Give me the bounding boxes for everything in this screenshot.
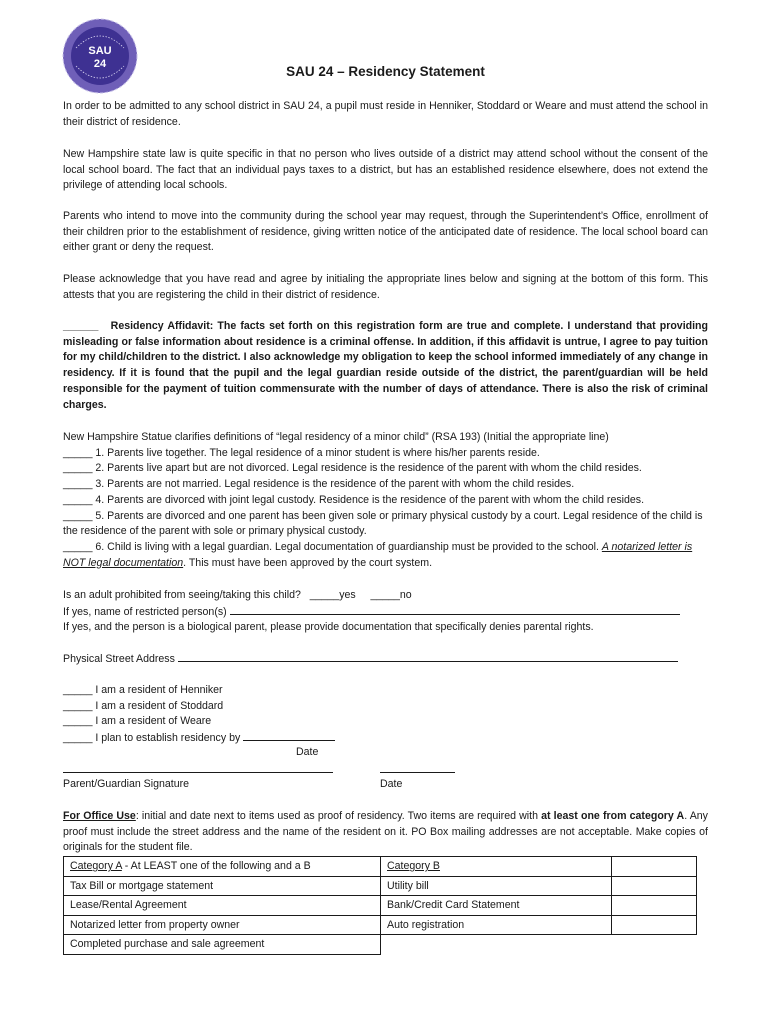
- statute-item-2[interactable]: _____ 2. Parents live apart but are not divorced. Legal residence is the residence of the parent with whom the child resides.: [63, 462, 642, 475]
- statute-item-6[interactable]: [63, 540, 708, 571]
- resident-weare[interactable]: _____ I am a resident of Weare: [63, 715, 212, 728]
- table-row: [64, 896, 697, 916]
- statute-item-6-tail: . This must have been approved by the court system.: [183, 556, 433, 569]
- restricted-names-row: [63, 604, 708, 621]
- proof-of-residency-table: [63, 856, 697, 955]
- prohibited-question: Is an adult prohibited from seeing/taking this child?: [63, 589, 301, 601]
- statute-item-1[interactable]: _____ 1. Parents live together. The legal residence of a minor student is where his/her parents reside.: [63, 446, 540, 459]
- category-a-item: Lease/Rental Agreement: [64, 896, 381, 916]
- category-a-item: Tax Bill or mortgage statement: [64, 876, 381, 896]
- category-a-subtitle: - At LEAST one of the following and a B: [121, 860, 311, 873]
- category-a-title: Category A: [70, 860, 122, 873]
- affidavit-initial-blank[interactable]: ______: [63, 320, 99, 332]
- category-b-item: Auto registration: [381, 915, 612, 935]
- initial-cell[interactable]: [612, 857, 697, 877]
- office-use-note: [63, 809, 708, 856]
- parent-rights-note: If yes, and the person is a biological parent, please provide documentation that specifically denies parental rights.: [63, 621, 594, 634]
- category-a-item: Completed purchase and sale agreement: [64, 935, 381, 955]
- prohibited-question-row: [63, 588, 708, 604]
- initial-cell[interactable]: [612, 915, 697, 935]
- plan-date-label: Date: [296, 746, 319, 758]
- resident-stoddard[interactable]: _____ I am a resident of Stoddard: [63, 699, 224, 712]
- restricted-names-field[interactable]: [230, 604, 680, 615]
- page-title: SAU 24 – Residency Statement: [286, 64, 485, 79]
- statute-item-3[interactable]: _____ 3. Parents are not married. Legal residence is the residence of the parent with whom the child resides.: [63, 478, 575, 491]
- statute-item-4[interactable]: _____ 4. Parents are divorced with joint legal custody. Residence is the residence of the parent with whom the child resides.: [63, 493, 645, 506]
- logo-text-sau: SAU: [88, 45, 112, 57]
- category-b-title: Category B: [387, 860, 440, 873]
- move-in-paragraph: Parents who intend to move into the community during the school year may request, through the Superintendent’s Office, enrollment of their children prior to the establishment of residence, giving written notice of the anticipated date of residence. The local school board can either grant or deny the request.: [63, 210, 708, 254]
- address-field[interactable]: [178, 651, 678, 662]
- plan-residency-text: _____ I plan to establish residency by: [63, 732, 241, 745]
- address-row: [63, 651, 708, 668]
- signature-label: Parent/Guardian Signature: [63, 778, 190, 790]
- table-row: [64, 935, 697, 955]
- initial-cell[interactable]: [612, 876, 697, 896]
- plan-residency-date-field[interactable]: [243, 730, 335, 741]
- prohibited-no[interactable]: _____no: [370, 589, 412, 601]
- statute-intro: New Hampshire Statue clarifies definitions of “legal residency of a minor child” (RSA 193) (Initial the appropriate line): [63, 431, 609, 443]
- office-use-text-2: . Any proof must include the street address and the name of the resident on it. PO Box mailing addresses are not acceptable. Make copies of originals for the student file.: [63, 810, 708, 854]
- resident-henniker[interactable]: _____ I am a resident of Henniker: [63, 684, 223, 696]
- statute-item-5[interactable]: _____ 5. Parents are divorced and one parent has been given sole or primary physical custody by a court. Legal residence of the child is the residence of the parent with sole or primary physical custody.: [63, 509, 703, 538]
- affidavit-text: Residency Affidavit: The facts set forth on this registration form are true and complete. I understand that providing misleading or false information about residence is a criminal offense. In addition, if this affidavit is untrue, I agree to pay tuition for my child/children to the district. I also acknowledge my obligation to keep the school informed immediately of any change in residency. If it is found that the pupil and the legal guardian reside outside of the district, the parent/guardian will be held responsible for the payment of tuition commensurate with the number of days of attendance. There is also the risk of criminal charges.: [63, 320, 708, 411]
- office-use-text-1: : initial and date next to items used as proof of residency. Two items are required with: [135, 810, 542, 822]
- state-law-paragraph: New Hampshire state law is quite specific in that no person who lives outside of a district may attend school without the consent of the local school board. The fact that an individual pays taxes to a district, but has an established residence elsewhere, does not extend the privilege of attending local schools.: [63, 148, 708, 192]
- category-a-header: [64, 857, 381, 877]
- category-b-header: [381, 857, 612, 877]
- sau24-logo: [62, 18, 138, 94]
- signature-line[interactable]: [63, 772, 333, 773]
- initial-cell[interactable]: [612, 896, 697, 916]
- prohibited-section: [63, 588, 708, 636]
- restricted-names-label: If yes, name of restricted person(s): [63, 605, 227, 618]
- office-use-heading: For Office Use: [63, 810, 136, 822]
- category-a-item: Notarized letter from property owner: [64, 915, 381, 935]
- notarized-letter-note: A notarized letter is NOT legal documentation: [63, 540, 693, 569]
- category-b-item: Utility bill: [381, 876, 612, 896]
- office-use-requirement: at least one from category A: [541, 810, 685, 822]
- resident-options: [63, 683, 708, 747]
- statute-item-6-text: _____ 6. Child is living with a legal guardian. Legal documentation of guardianship must be provided to the school.: [63, 540, 599, 553]
- signature-date-line[interactable]: [380, 772, 455, 773]
- statute-section: [63, 430, 708, 571]
- logo-text-24: 24: [93, 58, 107, 70]
- category-b-item: Bank/Credit Card Statement: [381, 896, 612, 916]
- intro-paragraph: In order to be admitted to any school district in SAU 24, a pupil must reside in Henniker, Stoddard or Weare and must attend the school in their district of residence.: [63, 100, 708, 128]
- address-label: Physical Street Address: [63, 653, 175, 665]
- prohibited-yes[interactable]: _____yes: [309, 589, 356, 601]
- table-header-row: [64, 857, 697, 877]
- residency-affidavit: [63, 319, 708, 413]
- table-row: [64, 915, 697, 935]
- table-row: [64, 876, 697, 896]
- signature-date-label: Date: [380, 778, 403, 790]
- plan-residency-row[interactable]: [63, 730, 708, 747]
- acknowledge-paragraph: Please acknowledge that you have read and agree by initialing the appropriate lines below and signing at the bottom of this form. This attests that you are registering the child in their district of residence.: [63, 273, 708, 301]
